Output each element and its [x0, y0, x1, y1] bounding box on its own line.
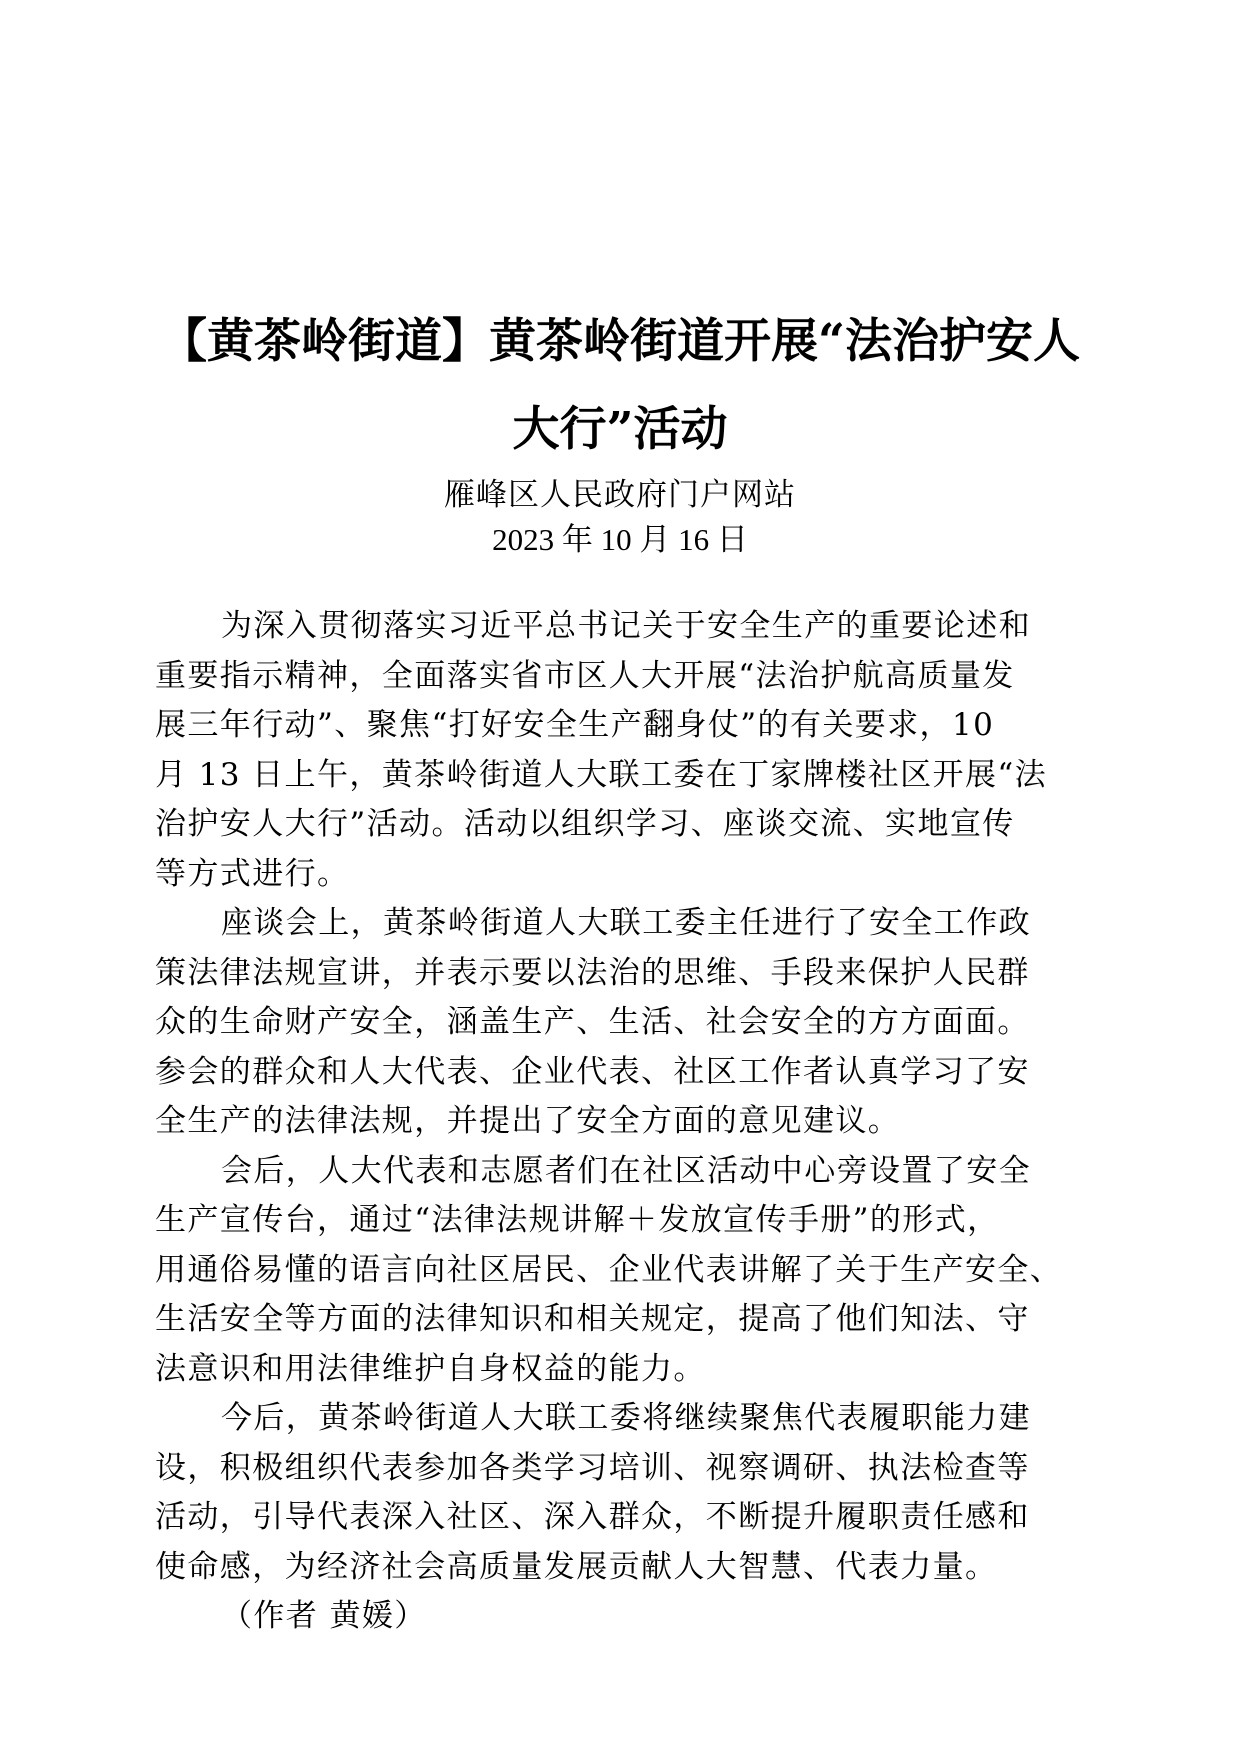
article-body [155, 602, 1095, 1642]
article-title-line: 【黄茶岭街道】黄茶岭街道开展“法治护安人 [159, 314, 1081, 369]
paragraph-line: 众的生命财产安全，涵盖生产、生活、社会安全的方方面面。 [155, 1004, 1030, 1040]
paragraph-line: 座谈会上，黄茶岭街道人大联工委主任进行了安全工作政 [221, 905, 1031, 941]
paragraph-line: 生产宣传台，通过“法律法规讲解＋发放宣传手册”的形式， [155, 1202, 1000, 1238]
paragraph-line: 月 13 日上午，黄茶岭街道人大联工委在丁家牌楼社区开展“法 [155, 756, 1047, 793]
paragraph-line: 参会的群众和人大代表、企业代表、社区工作者认真学习了安 [155, 1053, 1030, 1090]
paragraph [155, 1394, 1095, 1592]
article-title [150, 298, 1090, 474]
author-paragraph [155, 1592, 1095, 1642]
article-source: 雁峰区人民政府门户网站 [444, 477, 796, 513]
paragraph-line: 治护安人大行”活动。活动以组织学习、座谈交流、实地宣传 [155, 806, 1015, 842]
paragraph-line: 活动，引导代表深入社区、深入群众，不断提升履职责任感和 [155, 1499, 1030, 1535]
paragraph-line: 全生产的法律法规，并提出了安全方面的意见建议。 [155, 1103, 901, 1139]
paragraph-line: 使命感，为经济社会高质量发展贡献人大智慧、代表力量。 [155, 1548, 998, 1585]
paragraph [155, 899, 1095, 1147]
author-line: （作者 黄媛） [221, 1598, 427, 1634]
paragraph-line: 生活安全等方面的法律知识和相关规定，提高了他们知法、守 [155, 1301, 1030, 1337]
paragraph [155, 602, 1095, 899]
paragraph-line: 为深入贯彻落实习近平总书记关于安全生产的重要论述和 [221, 608, 1031, 644]
paragraph-line: 展三年行动”、聚焦“打好安全生产翻身仗”的有关要求，10 [155, 707, 995, 743]
paragraph [155, 1147, 1095, 1395]
paragraph-line: 等方式进行。 [155, 855, 350, 892]
paragraph-line: 设，积极组织代表参加各类学习培训、视察调研、执法检查等 [155, 1449, 1030, 1486]
article-date: 2023 年 10 月 16 日 [492, 522, 748, 557]
paragraph-line: 重要指示精神，全面落实省市区人大开展“法治护航高质量发 [155, 657, 1015, 694]
paragraph-line: 策法律法规宣讲，并表示要以法治的思维、手段来保护人民群 [155, 954, 1030, 991]
paragraph-line: 今后，黄茶岭街道人大联工委将继续聚焦代表履职能力建 [221, 1400, 1031, 1436]
paragraph-line: 用通俗易懂的语言向社区居民、企业代表讲解了关于生产安全、 [155, 1251, 1063, 1288]
paragraph-line: 法意识和用法律维护自身权益的能力。 [155, 1350, 706, 1387]
article-title-line: 大行”活动 [512, 402, 728, 457]
paragraph-line: 会后，人大代表和志愿者们在社区活动中心旁设置了安全 [221, 1152, 1031, 1189]
